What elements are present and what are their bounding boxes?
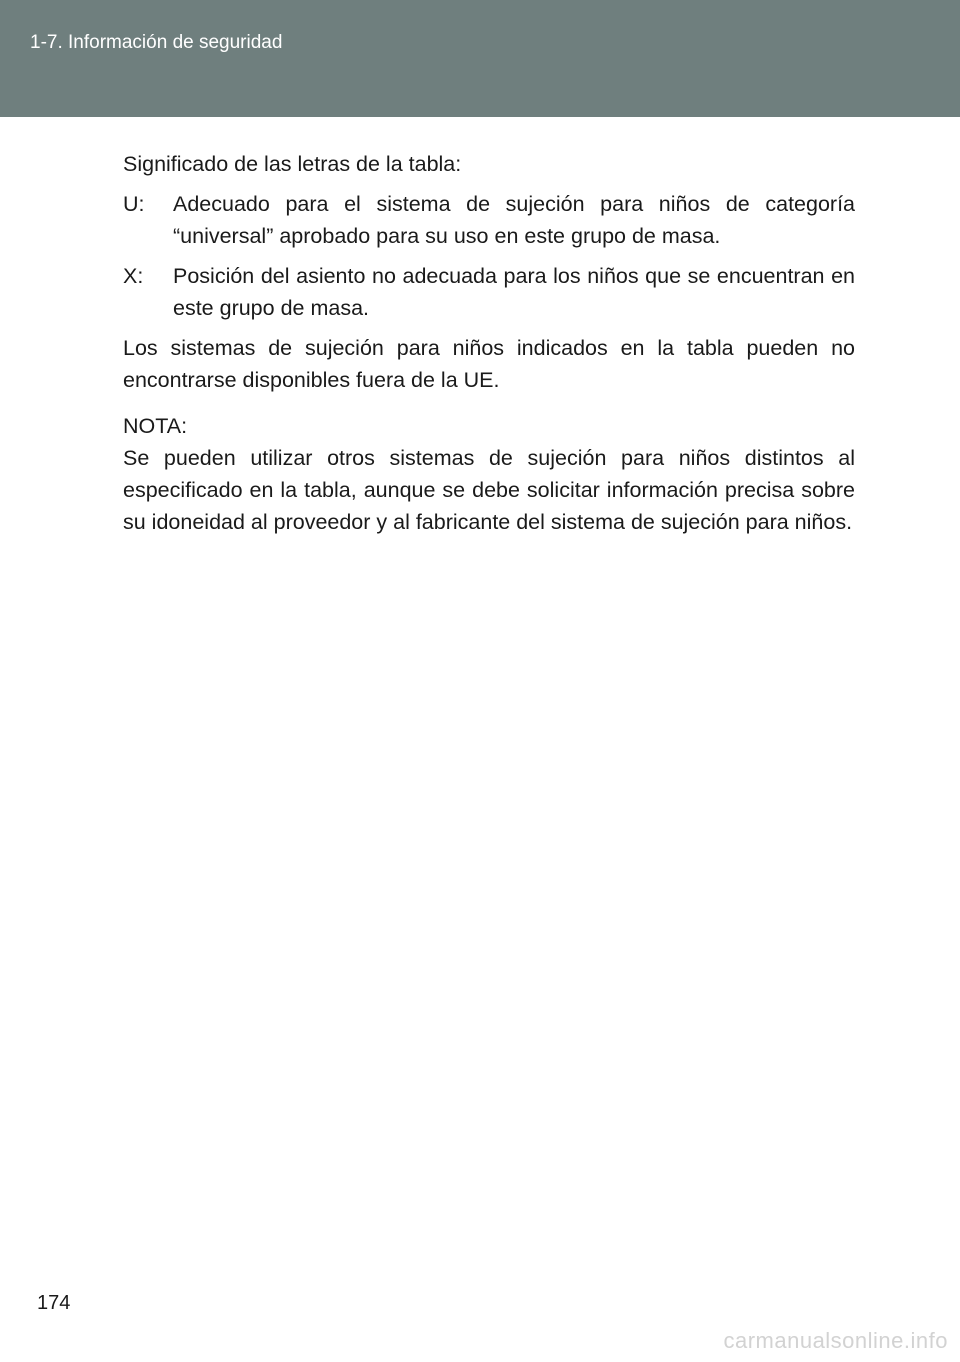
definition-text: Posición del asiento no adecuada para los niños que se encuentran en este grupo de masa.: [173, 264, 855, 320]
definition-item-u: [123, 188, 855, 252]
section-title: 1-7. Información de seguridad: [30, 32, 283, 53]
header-band: [0, 0, 960, 117]
availability-note: Los sistemas de sujeción para niños indicados en la tabla pueden no encontrarse disponibles fuera de la UE.: [123, 336, 855, 392]
page-content: [123, 148, 855, 538]
definition-key: U:: [123, 192, 145, 216]
legend-intro: Significado de las letras de la tabla:: [123, 152, 462, 176]
definition-key: X:: [123, 264, 144, 288]
watermark: carmanualsonline.info: [723, 1328, 948, 1353]
page-number: 174: [37, 1292, 71, 1314]
definition-text: Adecuado para el sistema de sujeción para niños de categoría “universal” aprobado para su uso en este grupo de masa.: [173, 192, 855, 248]
note-text: Se pueden utilizar otros sistemas de sujeción para niños distintos al especificado en la tabla, aunque se debe solicitar información precisa sobre su idoneidad al proveedor y al fabricante del sistema de sujeción para niños.: [123, 446, 855, 534]
note-label: NOTA:: [123, 414, 188, 438]
definition-item-x: [123, 260, 855, 324]
